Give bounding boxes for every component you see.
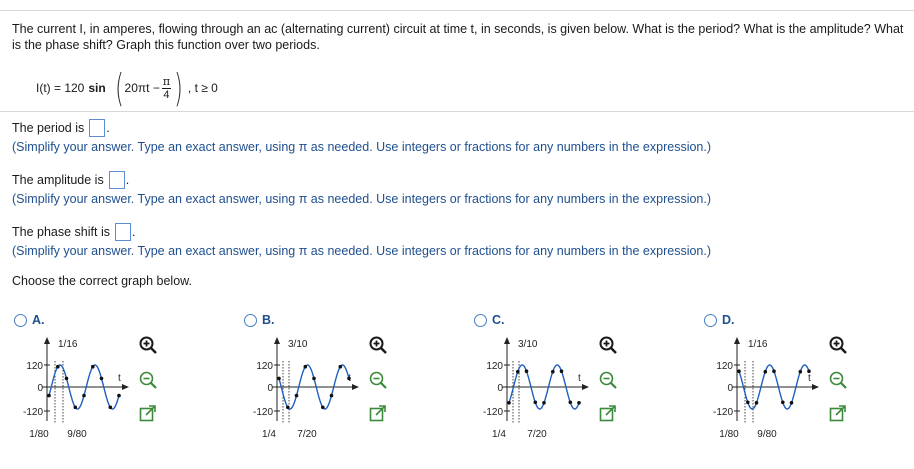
key-point [577,401,581,405]
key-point [100,377,104,381]
option-b[interactable] [244,311,469,451]
key-point [295,394,299,398]
question-text: The current I, in amperes, flowing through an ac (alternating current) circuit at time t, in seconds, is given below. What is the period? What is the amplitude? What is the phase shift? Graph this function over two periods. [12,22,904,52]
key-point [516,370,520,374]
period-prompt: The period is [12,121,85,135]
key-point [560,369,564,373]
y-axis-arrow [504,337,510,344]
formula-condition: , t ≥ 0 [187,81,218,95]
option-graph [474,331,594,441]
fraction-numerator: π [162,74,171,88]
y-label-zero: 0 [727,383,733,394]
amplitude-hint: (Simplify your answer. Type an exact answer, using π as needed. Use integers or fractions for any numbers in the expression.) [12,192,712,206]
key-point [304,365,308,369]
formula-fraction [162,76,171,101]
top-tick-label: 1/16 [748,339,768,350]
phase-shift-question: The phase shift is . (Simplify your answer. Type an exact answer, using π as needed. Use integers or fractions for any numbers in the expression.) [12,225,712,258]
formula-lhs: I(t) = 120 [36,81,85,95]
formula-inner: 20πt − [124,81,160,95]
choose-label: Choose the correct graph below. [12,274,192,288]
t-axis-label: t [118,373,121,384]
key-point [534,401,538,405]
x-axis-arrow [122,384,129,390]
amplitude-answer-input[interactable] [109,171,125,189]
top-divider [0,10,914,11]
key-point [799,370,803,374]
zoom-in-icon[interactable] [368,335,388,355]
bottom-right-label: 7/20 [527,429,547,440]
option-a[interactable] [14,311,239,451]
key-point [321,406,325,410]
section-divider [0,111,914,112]
amplitude-question: The amplitude is . (Simplify your answer. Type an exact answer, using π as needed. Use integers or fractions for any numbers in the expression.) [12,173,712,206]
key-point [82,394,86,398]
top-tick-label: 1/16 [58,339,78,350]
phase-shift-hint: (Simplify your answer. Type an exact answer, using π as needed. Use integers or fractions for any numbers in the expression.) [12,244,712,258]
key-point [507,401,511,405]
option-radio[interactable] [474,314,487,327]
option-graph [14,331,134,441]
key-point [286,406,290,410]
y-axis-arrow [734,337,740,344]
open-new-window-icon[interactable] [138,404,158,424]
bottom-left-label: 1/4 [262,429,276,440]
zoom-in-icon[interactable] [598,335,618,355]
formula-func: sin [88,81,106,95]
key-point [569,401,573,405]
y-label-zero: 0 [497,383,503,394]
y-label-bottom: -120 [252,407,273,418]
key-point [737,369,741,373]
option-graph [244,331,364,441]
y-label-top: 120 [26,361,43,372]
y-label-top: 120 [486,361,503,372]
y-label-bottom: -120 [22,407,43,418]
y-label-zero: 0 [37,383,43,394]
phase-shift-prompt: The phase shift is [12,225,110,239]
key-point [65,377,69,381]
t-axis-label: t [808,373,811,384]
y-label-top: 120 [256,361,273,372]
zoom-in-icon[interactable] [138,335,158,355]
period-question: The period is . (Simplify your answer. Type an exact answer, using π as needed. Use integers or fractions for any numbers in the expression.) [12,121,712,154]
key-point [551,370,555,374]
key-point [807,369,811,373]
y-label-zero: 0 [267,383,273,394]
option-header [14,313,45,327]
bottom-right-label: 7/20 [297,429,317,440]
option-header [704,313,735,327]
option-letter: D. [722,313,735,327]
x-axis-arrow [352,384,359,390]
bottom-left-label: 1/80 [719,429,739,440]
period-hint: (Simplify your answer. Type an exact answer, using π as needed. Use integers or fractions for any numbers in the expression.) [12,140,712,154]
key-point [109,406,113,410]
top-tick-label: 3/10 [288,339,308,350]
option-header [244,313,275,327]
fraction-denominator: 4 [163,88,170,101]
key-point [764,370,768,374]
key-point [781,401,785,405]
key-point [91,365,95,369]
option-radio[interactable] [704,314,717,327]
x-axis-arrow [812,384,819,390]
y-label-bottom: -120 [712,407,733,418]
key-point [74,406,78,410]
amplitude-prompt: The amplitude is [12,173,104,187]
y-label-top: 120 [716,361,733,372]
option-letter: B. [262,313,275,327]
option-d[interactable] [704,311,914,451]
bottom-left-label: 1/4 [492,429,506,440]
zoom-out-icon[interactable] [828,370,848,390]
key-point [117,394,121,398]
zoom-out-icon[interactable] [598,370,618,390]
bottom-right-label: 9/80 [67,429,87,440]
key-point [339,365,343,369]
key-point [790,401,794,405]
key-point [525,369,529,373]
option-letter: C. [492,313,505,327]
open-new-window-icon[interactable] [598,404,618,424]
key-point [56,365,60,369]
key-point [277,377,281,381]
y-axis-arrow [44,337,50,344]
option-graph [704,331,824,441]
key-point [772,369,776,373]
phase-shift-answer-input[interactable] [115,223,131,241]
y-label-bottom: -120 [482,407,503,418]
formula: I(t) = 120 sin ( 20πt − $\frac{\pi}{4}$ ) , t ≥ 0 [36,66,218,110]
period-answer-input[interactable] [89,119,105,137]
key-point [755,401,759,405]
key-point [542,401,546,405]
option-radio[interactable] [244,314,257,327]
zoom-out-icon[interactable] [138,370,158,390]
key-point [312,377,316,381]
open-new-window-icon[interactable] [828,404,848,424]
key-point [330,394,334,398]
zoom-in-icon[interactable] [828,335,848,355]
x-axis-arrow [582,384,589,390]
key-point [47,394,51,398]
option-letter: A. [32,313,45,327]
option-radio[interactable] [14,314,27,327]
top-tick-label: 3/10 [518,339,538,350]
bottom-left-label: 1/80 [29,429,49,440]
open-new-window-icon[interactable] [368,404,388,424]
t-axis-label: t [578,373,581,384]
bottom-right-label: 9/80 [757,429,777,440]
option-c[interactable] [474,311,699,451]
key-point [746,401,750,405]
zoom-out-icon[interactable] [368,370,388,390]
y-axis-arrow [274,337,280,344]
key-point [347,377,351,381]
option-header [474,313,505,327]
